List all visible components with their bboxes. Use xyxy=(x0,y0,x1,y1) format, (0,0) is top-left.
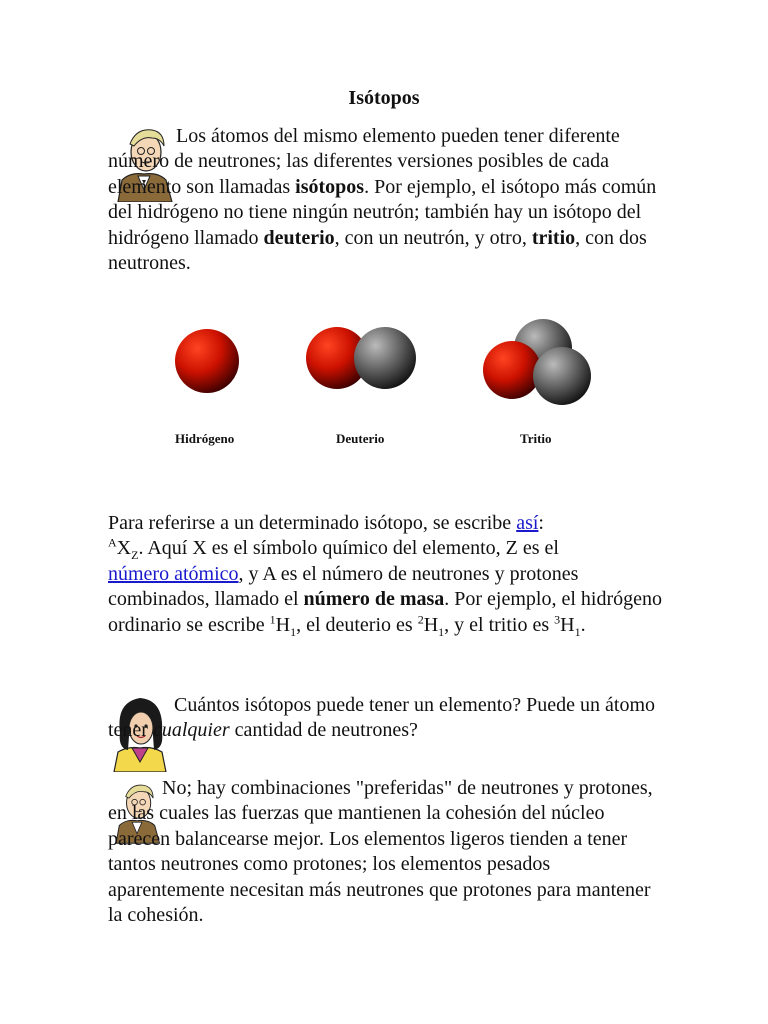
bold-term: isótopos xyxy=(295,175,365,198)
deuterium-neutron xyxy=(354,327,416,389)
tritium-neutron-right xyxy=(533,347,591,405)
bold-term: deuterio xyxy=(263,226,335,249)
answer-paragraph: No; hay combinaciones "preferidas" de neutrones y protones, en las cuales las fuerzas que mantienen la cohesión del núcleo parecen balancearse mejor. Los elementos ligeros tienden a tener tantos neutrones como protones; los elementos pesados aparentemente necesitan más neutrones que protones para mantener la cohesión. xyxy=(108,777,653,927)
label-tritium: Tritio xyxy=(520,431,552,446)
notation-paragraph: Para referirse a un determinado isótopo, se escribe así: $^AX_Z$. Aquí X es el símbolo químico del elemento, Z es el número atómico, y A es el número de neutrones y protones combinados, llamado el número de masa. Por ejemplo, el hidrógeno ordinario se escribe $^1H_1$, el deuterio es $^2H_1$, y el tritio es $^3H_1$. xyxy=(108,512,662,639)
hydrogen-proton xyxy=(175,329,239,393)
intro-run: . Por ejemplo, el isótopo más común del hidrógeno no tiene ningún neutrón; también hay un isótopo del hidrógeno llamado xyxy=(108,175,657,249)
intro-run: Los átomos del mismo elemento pueden tener diferente número de neutrones; las diferentes versiones posibles de cada elemento son llamadas xyxy=(108,125,620,198)
intro-run: , con un neutrón, y otro, xyxy=(334,226,532,249)
page-title: Isótopos xyxy=(348,87,420,109)
intro-run: , con dos neutrones. xyxy=(108,226,647,275)
label-deuterium: Deuterio xyxy=(336,431,385,446)
tritium-proton xyxy=(483,341,541,399)
question-paragraph: Cuántos isótopos puede tener un elemento? Puede un átomo tener cualquier cantidad de neutrones? xyxy=(108,694,656,742)
bold-term: tritio xyxy=(531,226,576,249)
link-numero-atomico[interactable]: número atómico xyxy=(108,562,239,585)
label-hydrogen: Hidrógeno xyxy=(175,431,235,446)
link-asi[interactable]: así xyxy=(516,512,539,534)
isotope-diagram xyxy=(0,0,768,460)
